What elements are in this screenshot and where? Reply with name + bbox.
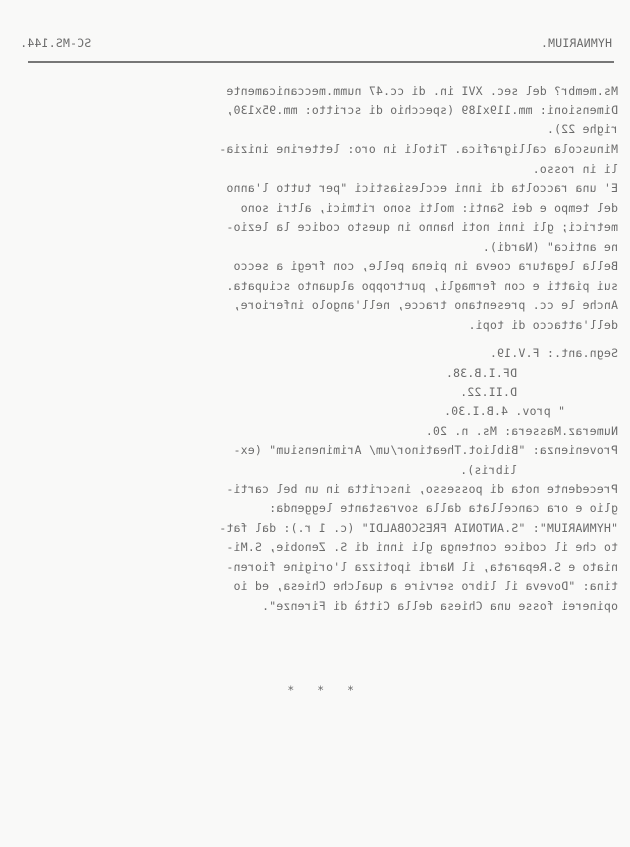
header-title-right: SC-MS.144. [20,36,92,50]
text-line: righe 22). [546,122,618,136]
text-line: opinerei fosse una Chiesa della Città di Firenze". [261,599,618,613]
text-line: D.II.22. [460,385,517,399]
text-line: Anche le cc. presentano tracce, nell'angolo inferiore, [233,298,618,312]
text-line: Dimensioni: mm.119x189 (specchio di scritto: mm.95x130, [226,103,618,117]
text-line: niato e S.Reparata, il Nardi ipotizza l'origine fioren- [226,560,618,574]
text-line: Numeraz.Massera: Ms. n. 20. [425,424,618,438]
text-line: DF.I.B.38. [445,366,517,380]
text-line: del tempo e dei Santi: molti sono ritmici, altri sono [240,201,618,215]
closing-asterisks: * * * [279,683,354,697]
text-line: Bella legatura coeva in piena pelle, con fregi a secco [233,259,618,273]
text-line: Minuscola calligrafica. Titoli in oro: letterine inizia- [219,142,618,156]
page-header [20,36,612,56]
text-line: metrici; gli inni noti hanno in questo codice la lezio- [226,220,618,234]
text-line: tina: "Doveva il libro servire a qualche Chiesa, ed io [233,579,618,593]
text-line: li in rosso. [532,162,618,176]
text-line: ne antica" (Nardi). [482,240,618,254]
text-line: E' una raccolta di inni ecclesiastici "per tutto l'anno [226,181,618,195]
text-line: Segn.ant.: F.V.19. [489,346,618,360]
text-line: sui piatti e con fermagli, purtroppo alquanto sciupata. [226,279,618,293]
header-title-left: HYMNARIUM. [540,36,612,50]
text-line: libris). [460,463,517,477]
text-line: Ms.membr? del sec. XVI in. di cc.47 numm.meccanicamente [226,84,618,98]
text-line: to che il codice contenga gli inni di S. Zenobie, S.Mi- [226,540,618,554]
text-line: dell'attacco di topi. [468,318,618,332]
text-line: " prov. 4.B.I.30. [443,404,565,418]
text-line: Precedente nota di possesso, inscritta in un bel carti- [226,482,618,496]
header-rule [28,61,614,63]
text-line: glio e ora cancellata dalla sovrastante leggenda: [268,501,618,515]
text-line: "HYMNARIUM": "S.ANTONIA FRESCOBALDI" (c. 1 r.): dal fat- [219,521,618,535]
text-line: Provenienza: "Bibliot.Theatinor/um/ Ariminensium" (ex- [233,443,618,457]
